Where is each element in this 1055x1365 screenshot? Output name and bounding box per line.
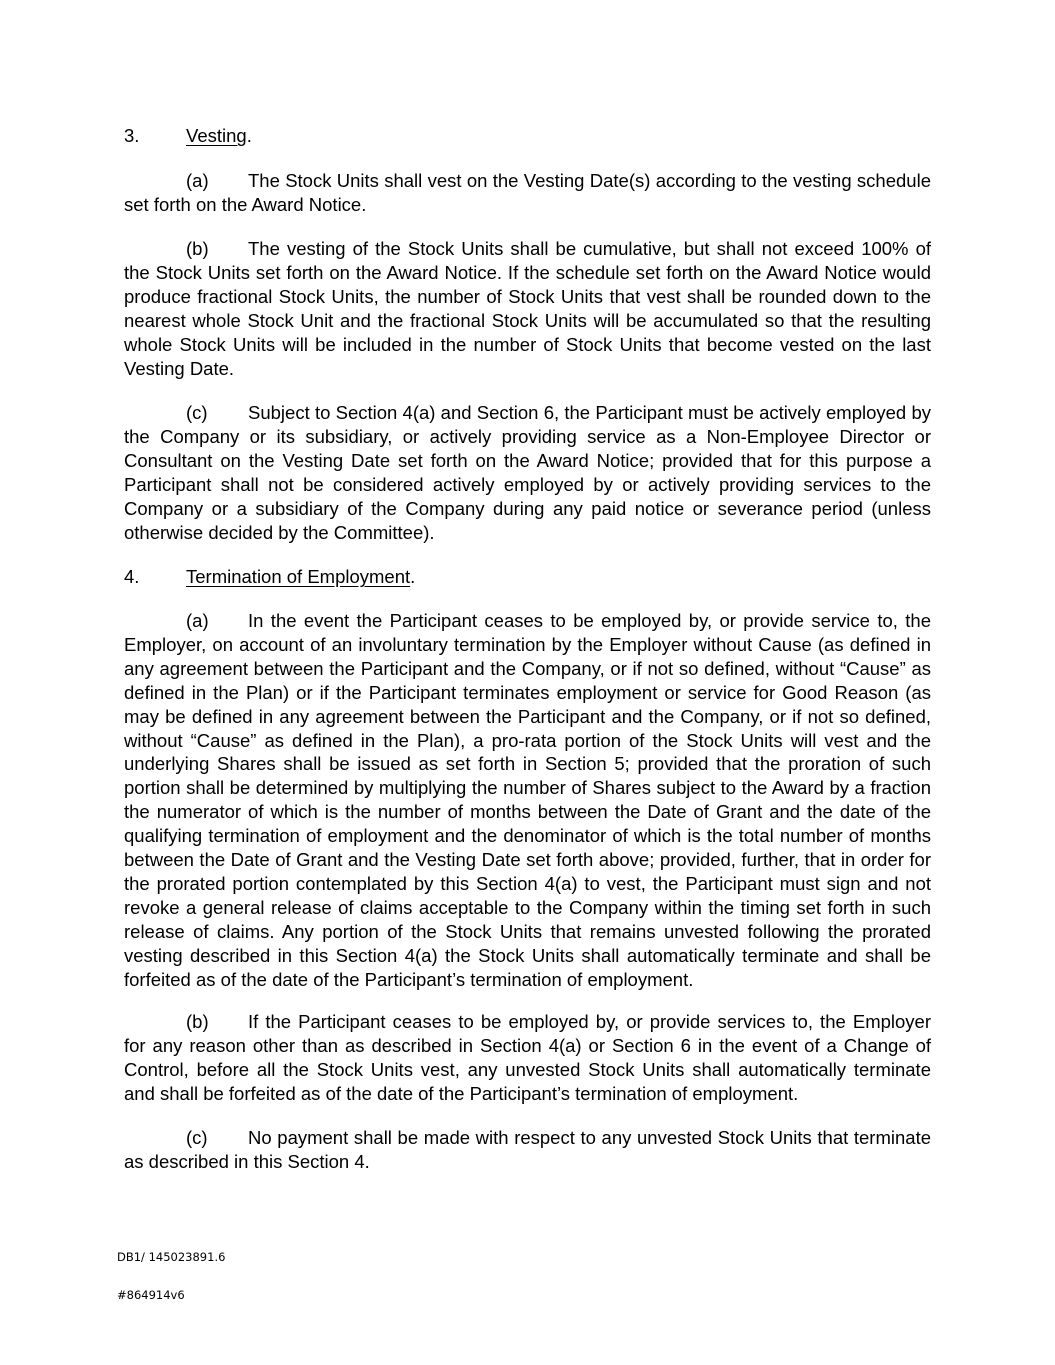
section-heading-vesting: [124, 124, 252, 148]
paragraph-3a: [124, 169, 931, 217]
paragraph-text: The Stock Units shall vest on the Vesting Date(s) according to the vesting schedule set forth on the Award Notice.: [124, 170, 931, 215]
paragraph-text: The vesting of the Stock Units shall be cumulative, but shall not exceed 100% of the Stock Units set forth on the Award Notice. If the schedule set forth on the Award Notice would produce fractional Stock Units, the number of Stock Units that vest shall be rounded down to the nearest whole Stock Unit and the fractional Stock Units will be accumulated so that the resulting whole Stock Units will be included in the number of Stock Units that become vested on the last Vesting Date.: [124, 238, 931, 379]
paragraph-text: Subject to Section 4(a) and Section 6, the Participant must be actively employed by the Company or its subsidiary, or actively providing service as a Non-Employee Director or Consultant on the Vesting Date set forth on the Award Notice; provided that for this purpose a Participant shall not be considered actively employed by or actively providing services to the Company or a subsidiary of the Company during any paid notice or severance period (unless otherwise decided by the Committee).: [124, 402, 931, 543]
paragraph-4a: [124, 609, 931, 992]
paragraph-text: In the event the Participant ceases to be employed by, or provide service to, the Employer, on account of an involuntary termination by the Employer without Cause (as defined in any agreement between the Participant and the Company, or if not so defined, without “Cause” as defined in the Plan) or if the Participant terminates employment or service for Good Reason (as may be defined in any agreement between the Participant and the Company, or if not so defined, without “Cause” as defined in the Plan), a pro-rata portion of the Stock Units will vest and the underlying Shares shall be issued as set forth in Section 5; provided that the proration of such portion shall be determined by multiplying the number of Shares subject to the Award by a fraction the numerator of which is the number of months between the Date of Grant and the date of the qualifying termination of employment and the denominator of which is the total number of months between the Date of Grant and the Vesting Date set forth above; provided, further, that in order for the prorated portion contemplated by this Section 4(a) to vest, the Participant must sign and not revoke a general release of claims acceptable to the Company within the timing set forth in such release of claims. Any portion of the Stock Units that remains unvested following the prorated vesting described in this Section 4(a) the Stock Units shall automatically terminate and shall be forfeited as of the date of the Participant’s termination of employment.: [124, 610, 931, 990]
section-number: 4.: [124, 566, 140, 587]
section-title-period: .: [410, 566, 416, 587]
paragraph-3c: [124, 401, 931, 544]
paragraph-label: (a): [186, 170, 209, 191]
paragraph-4c: [124, 1126, 931, 1174]
paragraph-label: (c): [186, 402, 208, 423]
paragraph-label: (a): [186, 610, 209, 631]
section-heading-termination: [124, 565, 415, 589]
footer-doc-id: DB1/ 145023891.6: [117, 1250, 226, 1264]
paragraph-label: (c): [186, 1127, 208, 1148]
paragraph-label: (b): [186, 238, 209, 259]
paragraph-text: No payment shall be made with respect to any unvested Stock Units that terminate as described in this Section 4.: [124, 1127, 931, 1172]
paragraph-text: If the Participant ceases to be employed by, or provide services to, the Employer for any reason other than as described in Section 4(a) or Section 6 in the event of a Change of Control, before all the Stock Units vest, any unvested Stock Units shall automatically terminate and shall be forfeited as of the date of the Participant’s termination of employment.: [124, 1011, 931, 1104]
paragraph-3b: [124, 237, 931, 380]
paragraph-label: (b): [186, 1011, 209, 1032]
paragraph-4b: [124, 1010, 931, 1106]
footer-version: #864914v6: [117, 1288, 185, 1302]
section-title: Vesting: [186, 125, 247, 146]
section-number: 3.: [124, 125, 140, 146]
section-title: Termination of Employment: [186, 566, 411, 587]
section-title-period: .: [246, 125, 252, 146]
